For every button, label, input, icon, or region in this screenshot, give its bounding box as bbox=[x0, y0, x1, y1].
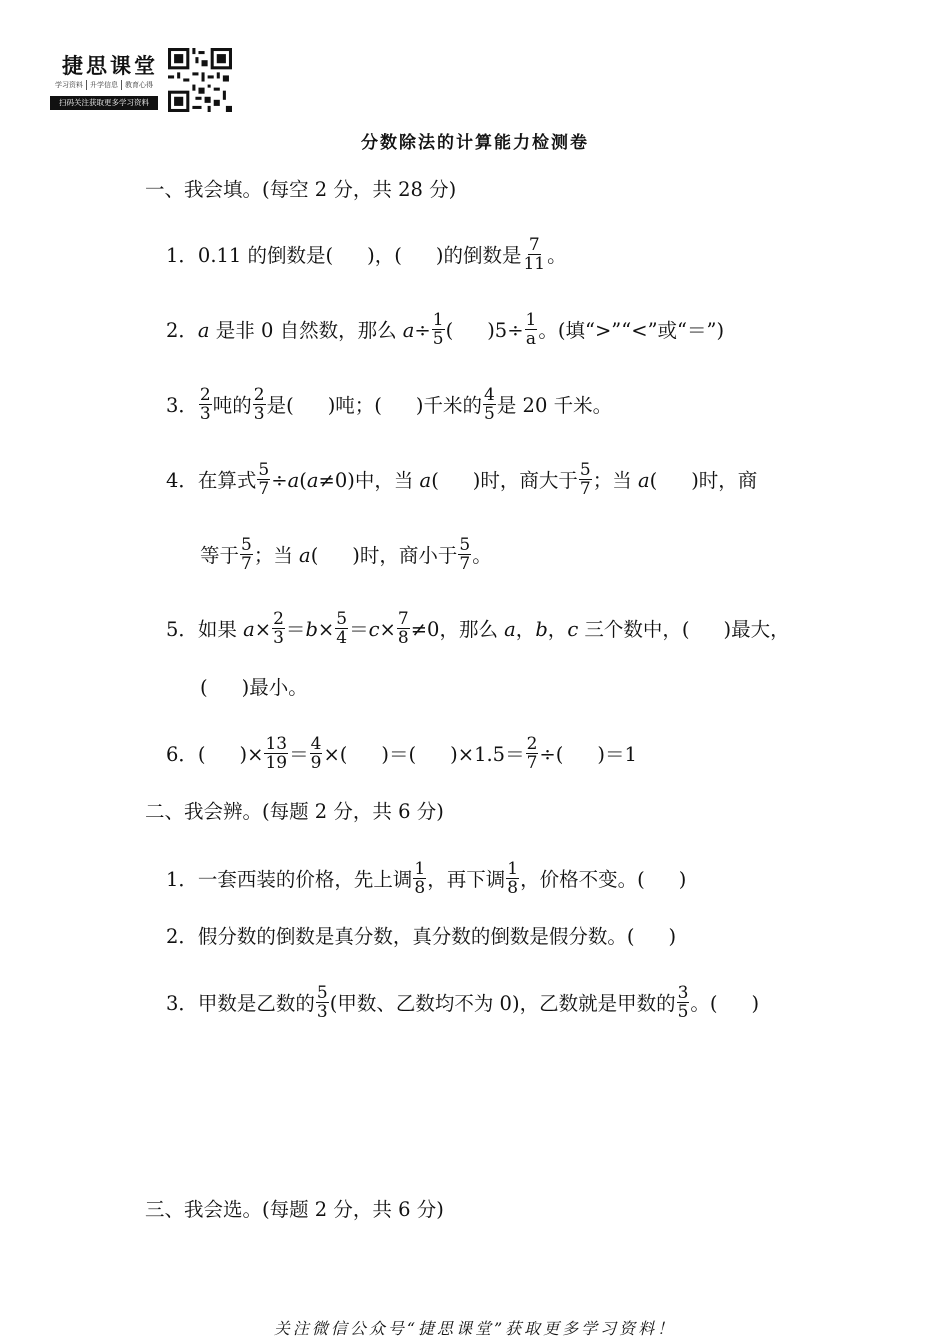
question-1-2: 2．a 是非 0 自然数，那么 a÷ $\frac{1}{5}$ ( )5÷ $\frac{1}{a}$ 。(填“>”“<”或“＝”) bbox=[166, 310, 725, 349]
question-2-1: 1．一套西装的价格，先上调 $\frac{1}{8}$ ，再下调 $\frac{1}{8}$ ，价格不变。( ) bbox=[166, 859, 687, 898]
qr-code-icon bbox=[168, 48, 232, 112]
question-1-5-continued: ( )最小。 bbox=[200, 676, 308, 699]
section-heading: 二、我会辨。(每题 2 分，共 6 分) bbox=[145, 800, 444, 823]
page-title: 分数除法的计算能力检测卷 bbox=[361, 133, 589, 153]
question-1-6: 6．( )× $\frac{13}{19}$ ＝ $\frac{4}{9}$ ×( )＝( )×1.5＝ $\frac{2}{7}$ ÷( )＝1 bbox=[166, 734, 637, 773]
question-1-5: 5．如果 a× $\frac{2}{3}$ ＝b× $\frac{5}{4}$ ＝c× $\frac{7}{8}$ ≠0，那么 a，b，c 三个数中，( )最大， bbox=[166, 609, 790, 648]
question-2-2: 2．假分数的倒数是真分数，真分数的倒数是假分数。( ) bbox=[166, 925, 677, 948]
footer-note: 关注微信公众号“捷思课堂”获取更多学习资料！ bbox=[273, 1319, 677, 1338]
brand-logo-text: 捷思课堂 bbox=[62, 53, 158, 78]
brand-tag: 学习资料 bbox=[55, 81, 83, 89]
question-1-4-continued: 等于 $\frac{5}{7}$ ；当 a( )时，商小于 $\frac{5}{7}$ 。 bbox=[200, 535, 492, 574]
brand-tag: 升学信息 bbox=[86, 80, 121, 90]
brand-tags bbox=[52, 80, 156, 90]
section-heading: 三、我会选。(每题 2 分，共 6 分) bbox=[145, 1198, 444, 1221]
brand-bar: 扫码关注获取更多学习资料 bbox=[50, 96, 158, 110]
brand-tag: 教育心得 bbox=[121, 80, 156, 90]
section-heading: 一、我会填。(每空 2 分，共 28 分) bbox=[145, 178, 457, 201]
question-1-3: 3． $\frac{2}{3}$ 吨的 $\frac{2}{3}$ 是( )吨；( )千米的 $\frac{4}{5}$ 是 20 千米。 bbox=[166, 385, 613, 424]
question-1-1: 1．0.11 的倒数是( )，( )的倒数是 $\frac{7}{11}$ 。 bbox=[166, 235, 567, 274]
question-2-3: 3．甲数是乙数的 $\frac{5}{3}$ (甲数、乙数均不为 0)，乙数就是甲数的 $\frac{3}{5}$ 。( ) bbox=[166, 983, 760, 1022]
question-1-4: 4．在算式 $\frac{5}{7}$ ÷a(a≠0)中，当 a( )时，商大于 $\frac{5}{7}$ ；当 a( )时，商 bbox=[166, 460, 758, 499]
